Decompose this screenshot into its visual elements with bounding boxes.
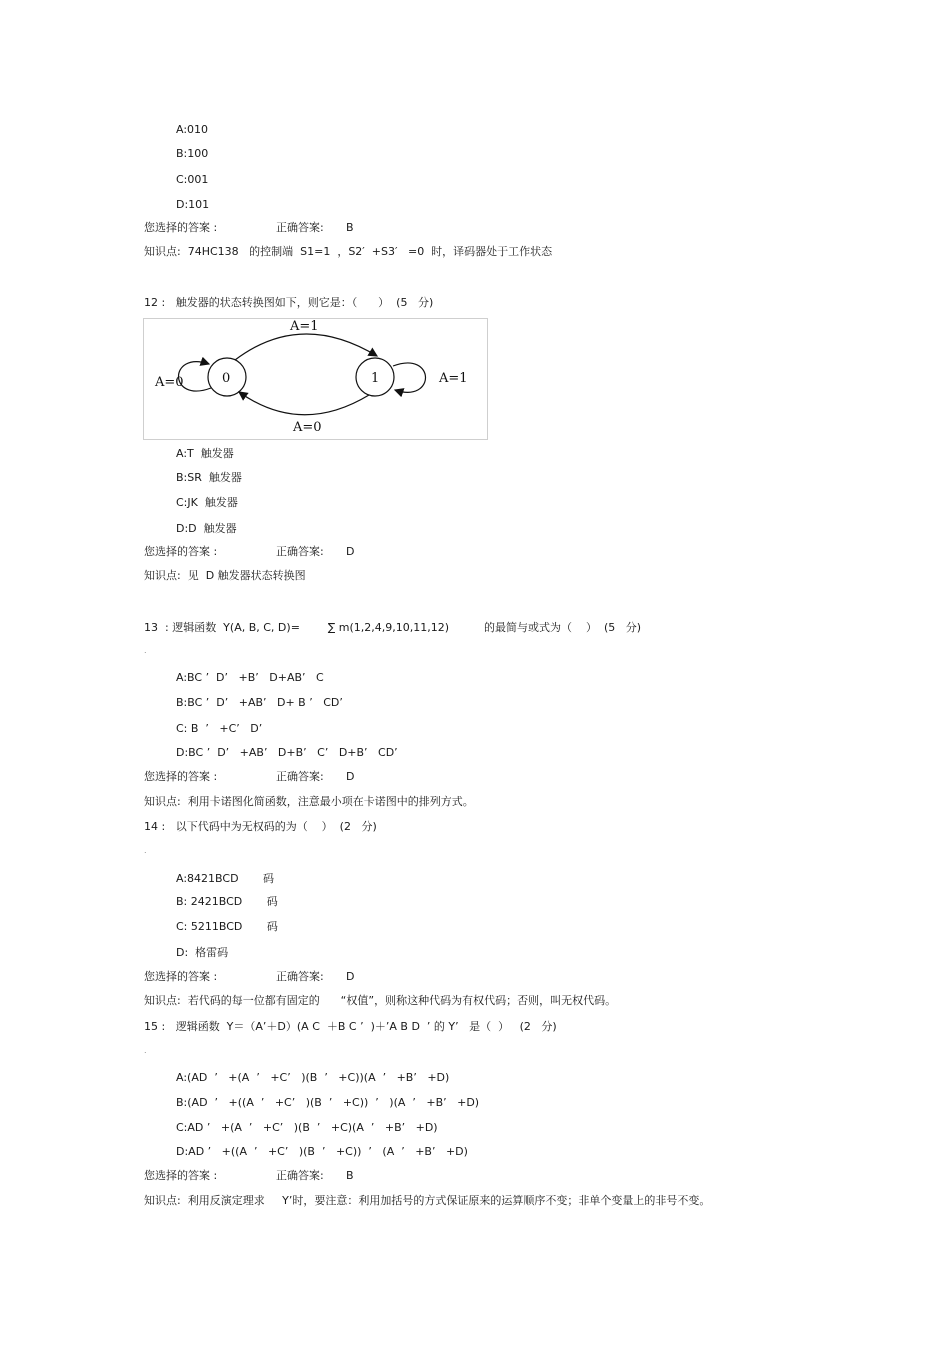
arrow-0-to-1 (235, 334, 377, 360)
q14-question: 14 : 以下代码中为无权码的为（ ） (2 分) (144, 820, 377, 833)
state-0-label: 0 (222, 371, 231, 386)
q14-knowledge-point: 知识点: 若代码的每一位都有固定的 “权值”，则称这种代码为有权代码；否则，叫无权代码。 (144, 994, 617, 1007)
q11-option-c: C:001 (176, 173, 209, 186)
q13-question: 13 : 逻辑函数 Y(A, B, C, D)= ∑ m(1,2,4,9,10,11,12) 的最简与或式为（ ） (5 分) (144, 621, 642, 634)
q12-knowledge-point: 知识点: 见 D 触发器状态转换图 (144, 569, 306, 582)
q11-correct-answer-label: 正确答案: (276, 221, 324, 234)
q12-your-answer-label: 您选择的答案 : (144, 545, 218, 558)
q12-option-d: D:D 触发器 (176, 522, 237, 535)
q11-option-d: D:101 (176, 198, 210, 211)
q14-option-a: A:8421BCD 码 (176, 872, 275, 885)
q12-option-b: B:SR 触发器 (176, 471, 242, 484)
q12-correct-answer-value: D (346, 545, 355, 558)
q15-your-answer-label: 您选择的答案 : (144, 1169, 218, 1182)
q14-correct-answer-label: 正确答案: (276, 970, 324, 983)
q11-knowledge-point: 知识点: 74HC138 的控制端 S1=1 ，S2′ +S3′ =0 时，译码器处于工作状态 (144, 245, 553, 258)
q15-correct-answer-value: B (346, 1169, 354, 1182)
q13-knowledge-point: 知识点: 利用卡诺图化简函数，注意最小项在卡诺图中的排列方式。 (144, 795, 474, 808)
q15-option-d: D:AD ’ +((A ’ +C’ )(B ’ +C)) ’ (A ’ +B’ +D) (176, 1145, 468, 1158)
q13-correct-answer-label: 正确答案: (276, 770, 324, 783)
self-loop-1-label: A=1 (439, 371, 468, 386)
q11-your-answer-label: 您选择的答案 : (144, 221, 218, 234)
q15-knowledge-point: 知识点: 利用反演定理求 Y’时，要注意：利用加括号的方式保证原来的运算顺序不变；非单个变量上的非号不变。 (144, 1194, 711, 1207)
arrow-1-to-0-label: A=0 (293, 420, 322, 435)
q12-option-a: A:T 触发器 (176, 447, 234, 460)
q11-option-a: A:010 (176, 123, 209, 136)
q12-option-c: C:JK 触发器 (176, 496, 238, 509)
q13-option-d: D:BC ’ D’ +AB’ D+B’ C’ D+B’ CD’ (176, 746, 398, 759)
q15-option-b: B:(AD ’ +((A ’ +C’ )(B ’ +C)) ’ )(A ’ +B’ +D) (176, 1096, 480, 1109)
q13-correct-answer-value: D (346, 770, 355, 783)
separator-dot: . (144, 1046, 147, 1055)
q15-option-a: A:(AD ’ +(A ’ +C’ )(B ’ +C))(A ’ +B’ +D) (176, 1071, 450, 1084)
separator-dot: . (144, 846, 147, 855)
state-diagram-svg (143, 318, 488, 440)
q13-option-b: B:BC ’ D’ +AB’ D+ B ’ CD’ (176, 696, 343, 709)
q13-option-c: C: B ’ +C’ D’ (176, 722, 263, 735)
q15-question: 15 : 逻辑函数 Y＝（A’＋D）(A C ＋B C ’ )＋’A B D ’ 的 Y’ 是（ ） (2 分) (144, 1020, 557, 1033)
q14-correct-answer-value: D (346, 970, 355, 983)
self-loop-1 (393, 363, 426, 392)
q13-your-answer-label: 您选择的答案 : (144, 770, 218, 783)
q14-option-c: C: 5211BCD 码 (176, 920, 278, 933)
q15-correct-answer-label: 正确答案: (276, 1169, 324, 1182)
q11-option-b: B:100 (176, 147, 209, 160)
q14-your-answer-label: 您选择的答案 : (144, 970, 218, 983)
arrow-0-to-1-label: A=1 (290, 319, 319, 334)
q12-question: 12 : 触发器的状态转换图如下，则它是：（ ） (5 分) (144, 296, 434, 309)
q13-option-a: A:BC ’ D’ +B’ D+AB’ C (176, 671, 324, 684)
q14-option-d: D: 格雷码 (176, 946, 229, 959)
state-1-label: 1 (371, 371, 380, 386)
q11-correct-answer-value: B (346, 221, 354, 234)
q14-option-b: B: 2421BCD 码 (176, 895, 278, 908)
self-loop-0-label: A=0 (155, 375, 184, 390)
separator-dot: . (144, 646, 147, 655)
q15-option-c: C:AD ’ +(A ’ +C’ )(B ’ +C)(A ’ +B’ +D) (176, 1121, 438, 1134)
q12-correct-answer-label: 正确答案: (276, 545, 324, 558)
arrow-1-to-0 (239, 392, 369, 415)
state-transition-diagram (143, 318, 488, 440)
